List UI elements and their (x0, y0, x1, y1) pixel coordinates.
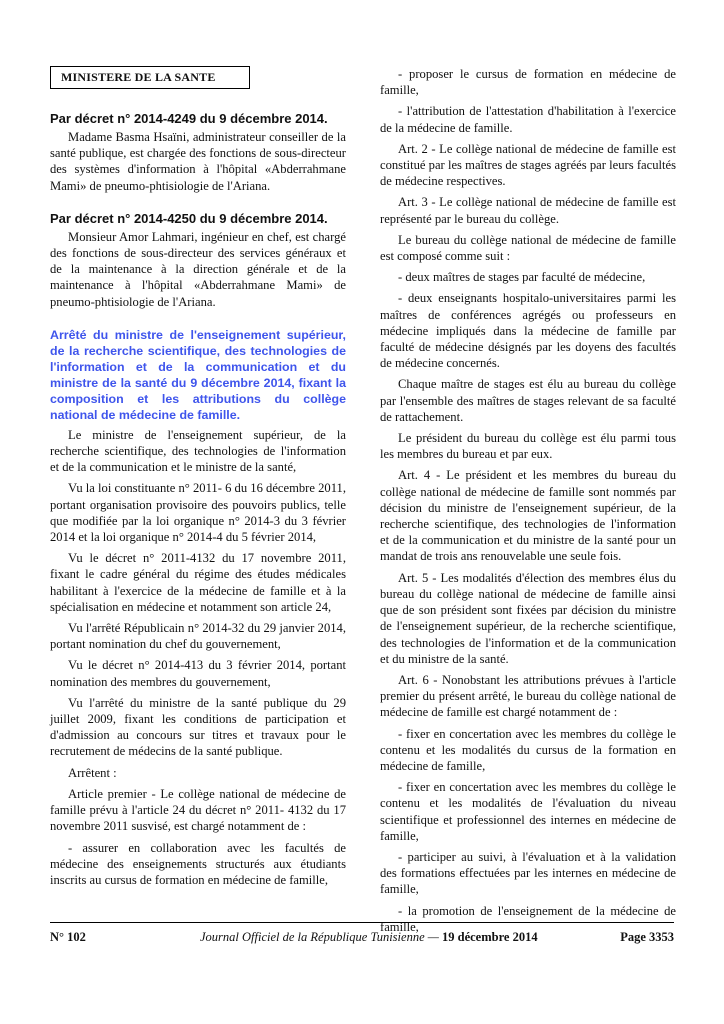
paragraph: - deux enseignants hospitalo-universitaires parmi les maîtres de conférences agrégés ou professeurs en médecine impliqués dans la médecine de famille par faculté de médecine désignés par les doyens des facultés de médecine concernés. (380, 291, 676, 371)
paragraph: - proposer le cursus de formation en médecine de famille, (380, 67, 676, 98)
paragraph: - l'attribution de l'attestation d'habilitation à l'exercice de la médecine de famille. (380, 104, 676, 135)
paragraph: Article premier - Le collège national de médecine de famille prévu à l'article 24 du décret n° 2011- 4132 du 17 novembre 2011 susvisé, est chargé notamment de : (50, 786, 346, 834)
paragraph: Le président du bureau du collège est élu parmi tous les membres du bureau et par eux. (380, 431, 676, 462)
paragraph: Art. 6 - Nonobstant les attributions prévues à l'article premier du présent arrêté, le bureau du collège national de médecine de famille est chargé notamment de : (380, 672, 676, 720)
paragraph: Vu l'arrêté Républicain n° 2014-32 du 29 janvier 2014, portant nomination du chef du gouvernement, (50, 621, 346, 652)
paragraph: Art. 4 - Le président et les membres du bureau du collège national de médecine de famille sont nommés par décision du ministre de l'enseignement supérieur, de la recherche scientifique, des technologies de l'information et de la communication et du ministre de la santé pour un mandat de trois ans renouvelable une seule fois. (380, 468, 676, 564)
left-column (50, 66, 346, 893)
paragraph: Art. 3 - Le collège national de médecine de famille est représenté par le bureau du collège. (380, 195, 676, 226)
section-gap (50, 199, 346, 211)
paragraph: Monsieur Amor Lahmari, ingénieur en chef, est chargé des fonctions de sous-directeur des services généraux et de la maintenance à la direction générale et de la maintenance à l'hôpital «Abderrahmane Mami» de pneumo-phtisiologie de l'Ariana. (50, 229, 346, 309)
paragraph: - la promotion de l'enseignement de la médecine de famille, (380, 903, 676, 934)
paragraph: Art. 5 - Les modalités d'élection des membres élus du bureau du collège national de médecine de famille ainsi que de son président sont fixées par décision du ministre de l'enseignement supérieur, de la recherche scientifique, des technologies de l'information et de la communication et du ministre de la santé. (380, 570, 676, 666)
journal-separator: — (424, 930, 442, 944)
arrete-title: Arrêté du ministre de l'enseignement supérieur, de la recherche scientifique, des technologies de l'information et de la communication et du ministre de la santé du 9 décembre 2014, fixant la composition et les attributions du collège national de médecine de famille. (50, 327, 346, 422)
left-column-body (50, 111, 346, 888)
paragraph: - participer au suivi, à l'évaluation et à la validation des formations effectuées par les internes en médecine de famille, (380, 849, 676, 897)
journal-date: 19 décembre 2014 (442, 930, 538, 944)
paragraph: Vu la loi constituante n° 2011- 6 du 16 décembre 2011, portant organisation provisoire des pouvoirs publics, telle que modifiée par la loi organique n° 2014-3 du 3 février 2014 et la loi organique n° 2014-4 du 5 février 2014, (50, 481, 346, 545)
journal-name: Journal Officiel de la République Tunisienne (200, 930, 425, 944)
journal-title (200, 930, 538, 945)
right-column-body (380, 66, 676, 935)
paragraph: Art. 2 - Le collège national de médecine de famille est constitué par les maîtres de stages agréés par leurs facultés de médecine respectives. (380, 141, 676, 189)
page-number: Page 3353 (620, 930, 674, 944)
paragraph: Arrêtent : (68, 765, 117, 780)
decree-title: Par décret n° 2014-4249 du 9 décembre 2014. (50, 111, 328, 126)
paragraph: Vu le décret n° 2011-4132 du 17 novembre 2011, fixant le cadre général du régime des études médicales habilitant à l'exercice de la médecine de famille et à la spécialisation en médecine et notamment son article 24, (50, 551, 346, 614)
ministry-header-box: MINISTERE DE LA SANTE (50, 66, 250, 89)
paragraph: Vu l'arrêté du ministre de la santé publique du 29 juillet 2009, fixant les conditions de participation et d'admission au concours sur titres et travaux pour le recrutement de médecins de la santé publique. (50, 695, 346, 759)
paragraph: - fixer en concertation avec les membres du collège le contenu et les modalités de l'évaluation du niveau scientifique et professionnel des internes en médecine de famille, (380, 780, 676, 843)
section-gap (50, 315, 346, 327)
paragraph: - fixer en concertation avec les membres du collège le contenu et les modalités du cursus de la formation en médecine de famille, (380, 726, 676, 773)
right-column (380, 66, 676, 940)
issue-number: N° 102 (50, 930, 86, 944)
paragraph: - assurer en collaboration avec les facultés de médecine des enseignements structurés aux étudiants inscrits au cursus de formation en médecine de famille, (50, 840, 346, 887)
decree-title: Par décret n° 2014-4250 du 9 décembre 2014. (50, 210, 328, 226)
paragraph: Madame Basma Hsaïni, administrateur conseiller de la santé publique, est chargée des fonctions de sous-directeur des systèmes d'information à l'hôpital «Abderrahmane Mami» de pneumo-phtisiologie de l'Ariana. (50, 130, 346, 193)
footer-divider (50, 922, 674, 923)
paragraph: Chaque maître de stages est élu au bureau du collège par l'ensemble des maîtres de stages relevant de sa faculté de rattachement. (380, 377, 676, 424)
paragraph: Le bureau du collège national de médecine de famille est composé comme suit : (380, 232, 676, 264)
paragraph: - deux maîtres de stages par faculté de médecine, (398, 270, 646, 285)
paragraph: Vu le décret n° 2014-413 du 3 février 2014, portant nomination des membres du gouvernement, (50, 658, 346, 689)
paragraph: Le ministre de l'enseignement supérieur, de la recherche scientifique, des technologies de l'information et de la communication et le ministre de la santé, (50, 427, 346, 475)
